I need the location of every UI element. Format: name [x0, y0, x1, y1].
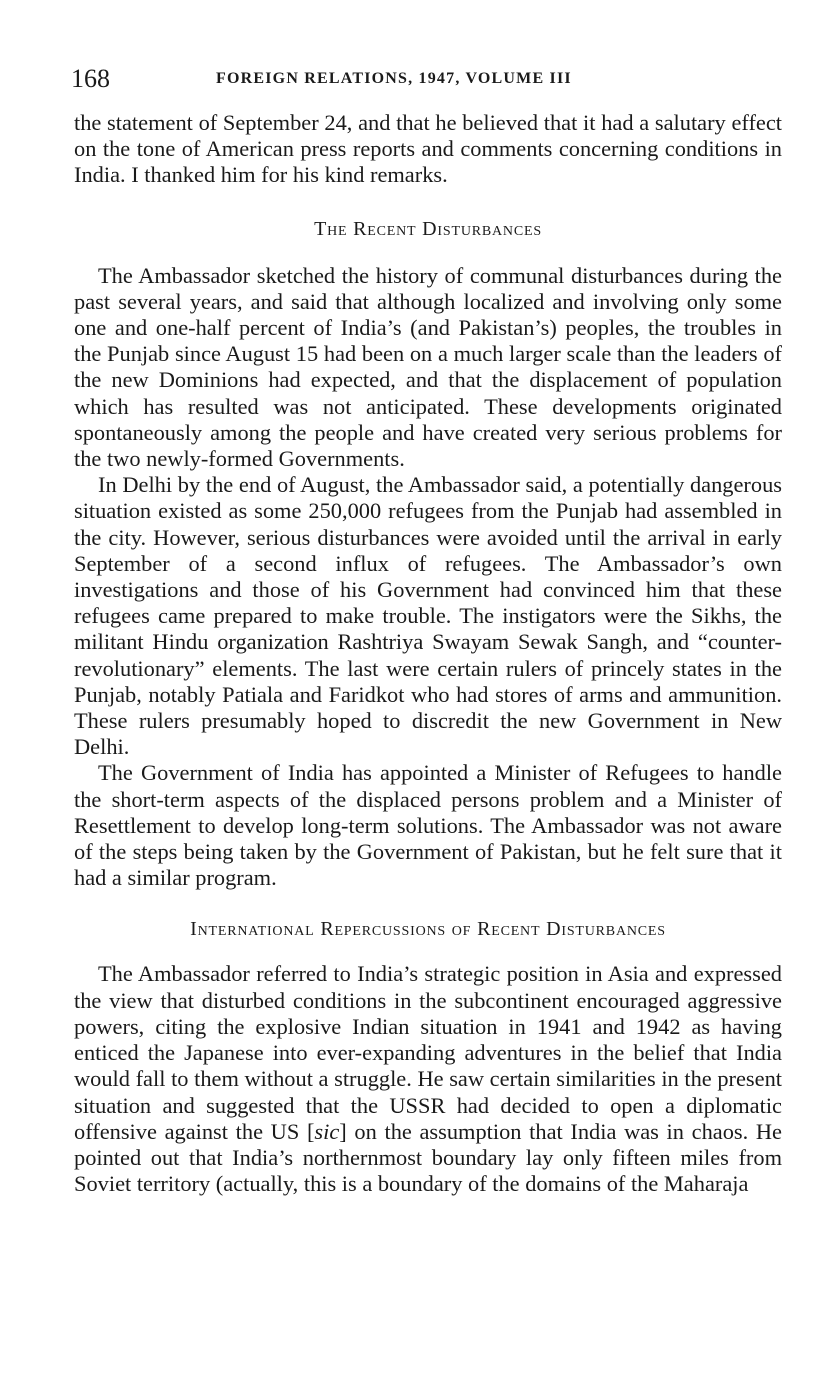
paragraph-strategic-position: [74, 961, 782, 1197]
page-number: 168: [71, 64, 110, 93]
sic-annotation: sic: [314, 1118, 340, 1144]
running-header: [71, 62, 782, 94]
document-page: [71, 62, 782, 1197]
section-heading-international-repercussions: International Repercussions of Recent Disturbances: [190, 918, 666, 941]
paragraph-text-part-2: ] on the assumption that India was in chaos. He pointed out that India’s northernmost boundary lay only fifteen miles from Soviet territory (actually, this is a boundary of the domains of the Maharaja: [74, 1118, 782, 1197]
section-heading-recent-disturbances: The Recent Disturbances: [314, 217, 542, 240]
paragraph-delhi: In Delhi by the end of August, the Ambassador said, a potentially dangerous situation existed as some 250,000 refugees from the Punjab had assembled in the city. However, serious disturbances were avoided until the arrival in early September of a second influx of refugees. The Ambassador’s own investigations and those of his Government had convinced him that these refugees came prepared to make trouble. The instigators were the Sikhs, the militant Hindu organization Rashtriya Swayam Sewak Sangh, and “counter-revolutionary” elements. The last were certain rulers of princely states in the Punjab, notably Patiala and Faridkot who had stores of arms and ammunition. These rulers presumably hoped to discredit the new Government in New Delhi.: [74, 472, 782, 760]
paragraph-government: The Government of India has appointed a Minister of Refugees to handle the short-term aspects of the displaced persons problem and a Minister of Resettlement to develop long-term solutions. The Ambassador was not aware of the steps being taken by the Government of Pakistan, but he felt sure that it had a similar program.: [74, 760, 782, 891]
running-title: FOREIGN RELATIONS, 1947, VOLUME III: [216, 70, 572, 87]
paragraph-text-part-1: The Ambassador referred to India’s strategic position in Asia and expressed the view that disturbed conditions in the subcontinent encouraged aggressive powers, citing the explosive Indian situation in 1941 and 1942 as having enticed the Japanese into ever-expanding adventures in the belief that India would fall to them without a struggle. He saw certain similarities in the present situation and suggested that the USSR had decided to open a diplomatic offensive against the US [: [74, 961, 782, 1144]
paragraph-history: The Ambassador sketched the history of communal disturbances during the past several years, and said that although localized and involving only some one and one-half percent of India’s (and Pakistan’s) peoples, the troubles in the Punjab since August 15 had been on a much larger scale than the leaders of the new Dominions had expected, and that the displacement of population which has resulted was not anticipated. These developments originated spontaneously among the people and have created very serious problems for the two newly-formed Governments.: [74, 262, 782, 472]
paragraph-continuation: the statement of September 24, and that he believed that it had a salutary effect on the tone of American press reports and comments concerning conditions in India. I thanked him for his kind remarks.: [74, 110, 782, 188]
